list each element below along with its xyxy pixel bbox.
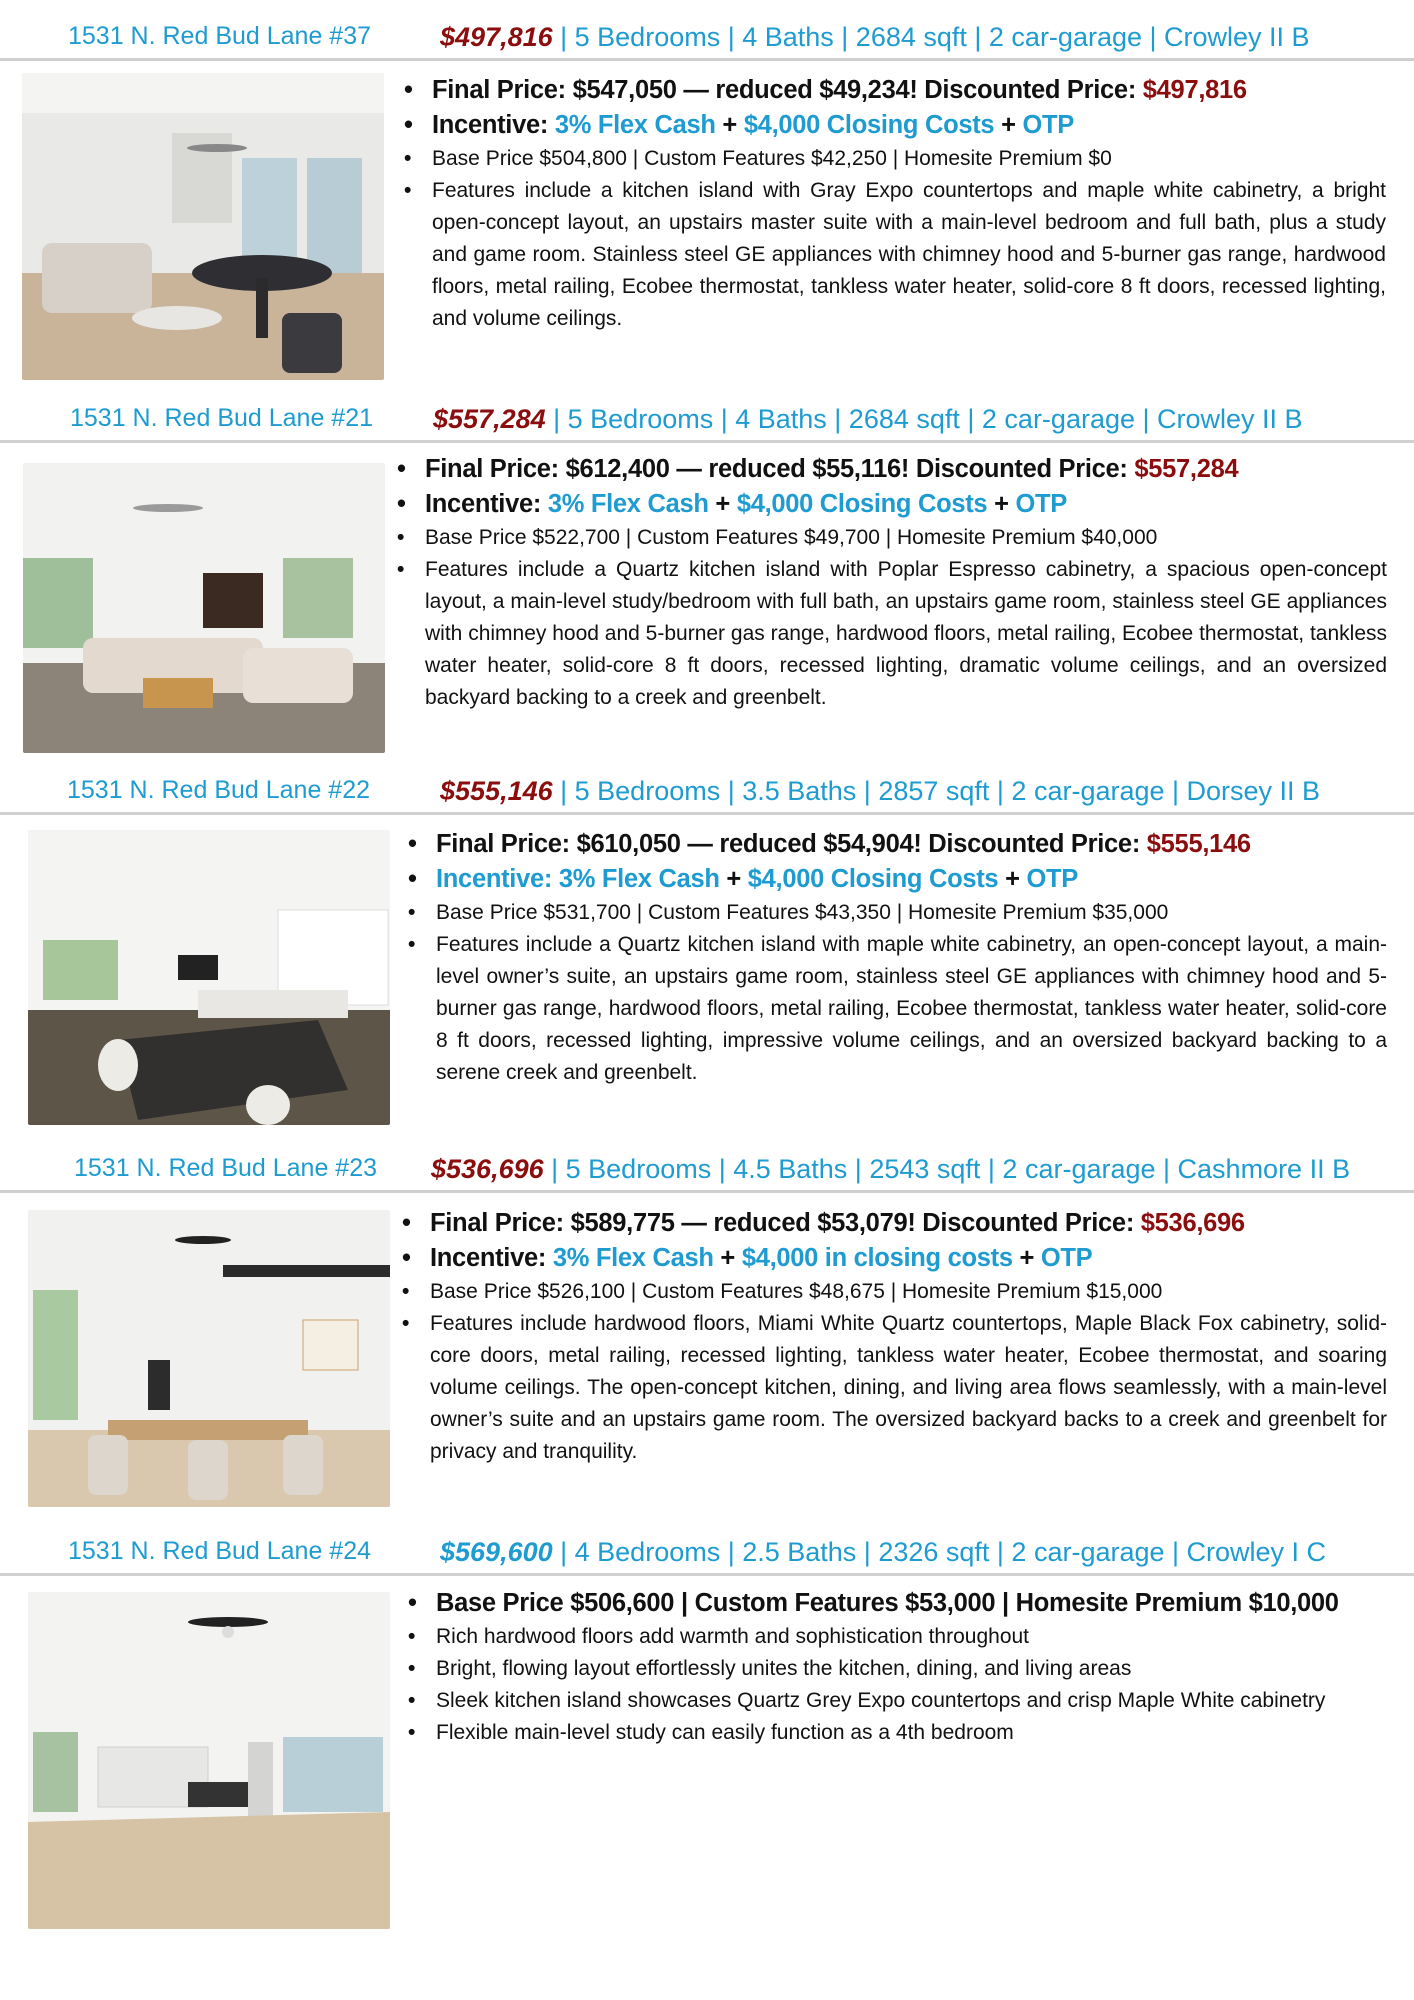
listing-price: $569,600 — [440, 1537, 553, 1567]
listing-photo — [28, 830, 390, 1125]
closing-costs: $4,000 Closing Costs — [743, 111, 995, 139]
listing-spec-text: | 5 Bedrooms | 3.5 Baths | 2857 sqft | 2 car-garage | Dorsey II B — [552, 776, 1321, 806]
feature-bullet: • Rich hardwood floors add warmth and sophistication throughout — [402, 1621, 1392, 1653]
final-price-line — [398, 73, 1386, 108]
plus-sign: + — [987, 490, 1016, 518]
listing-header — [0, 772, 1414, 815]
listing-details — [402, 1587, 1392, 1749]
living-room-image — [23, 463, 385, 753]
features-paragraph: • Features include a Quartz kitchen island with maple white cabinetry, an open-concept layout, a main-level owner’s suite, an upstairs game room, stainless steel GE appliances with chimney hood and 5-burner gas range, hardwood floors, metal railing, Ecobee thermostat, tankless water heater, solid-core 8 ft doors, recessed lighting, impressive volume ceilings, and an oversized backyard backing to a serene creek and greenbelt. — [402, 929, 1387, 1089]
living-room-image — [22, 73, 384, 380]
listing-spec-text: | 5 Bedrooms | 4.5 Baths | 2543 sqft | 2 car-garage | Cashmore II B — [543, 1154, 1351, 1184]
incentive-line — [396, 1241, 1387, 1276]
otp: OTP — [1026, 865, 1079, 893]
plus-sign: + — [1012, 1244, 1041, 1272]
listing-details — [396, 1206, 1387, 1468]
closing-costs: $4,000 Closing Costs — [747, 865, 999, 893]
incentive-label: Incentive: 3% Flex Cash — [436, 865, 720, 893]
listing-details — [398, 73, 1386, 335]
listing-price: $536,696 — [431, 1154, 544, 1184]
incentive-label: Incentive: — [425, 490, 548, 518]
final-price-line — [402, 827, 1387, 862]
listing-photo — [28, 1210, 390, 1507]
flex-cash: 3% Flex Cash — [554, 111, 716, 139]
plus-sign: + — [713, 1244, 742, 1272]
plus-sign: + — [998, 865, 1027, 893]
plus-sign: + — [719, 865, 748, 893]
base-price-line: • Base Price $531,700 | Custom Features $43,350 | Homesite Premium $35,000 — [402, 897, 1387, 929]
listing-address: 1531 N. Red Bud Lane #21 — [70, 404, 374, 432]
kitchen-dining-image — [28, 830, 390, 1125]
listing-details — [391, 452, 1387, 714]
listing-header — [0, 400, 1414, 443]
incentive-label: Incentive: — [430, 1244, 553, 1272]
listing-address: 1531 N. Red Bud Lane #22 — [67, 776, 371, 804]
otp: OTP — [1015, 490, 1068, 518]
final-price-label: Final Price: $547,050 — reduced $49,234! Discounted Price: — [432, 76, 1143, 104]
listing-specs — [440, 1537, 1326, 1568]
otp: OTP — [1022, 111, 1075, 139]
listing-header — [0, 1533, 1414, 1576]
base-price-line: • Base Price $504,800 | Custom Features $42,250 | Homesite Premium $0 — [398, 143, 1386, 175]
listing-price: $497,816 — [440, 22, 553, 52]
listing-photo — [23, 463, 385, 753]
plus-sign: + — [994, 111, 1023, 139]
incentive-label: Incentive: — [432, 111, 555, 139]
final-price-label: Final Price: $610,050 — reduced $54,904! Discounted Price: — [436, 830, 1147, 858]
feature-bullet: • Sleek kitchen island showcases Quartz Grey Expo countertops and crisp Maple White cabinetry — [402, 1685, 1392, 1717]
listing-spec-text: | 5 Bedrooms | 4 Baths | 2684 sqft | 2 car-garage | Crowley II B — [552, 22, 1310, 52]
discounted-price: $497,816 — [1142, 76, 1247, 104]
final-price-label: Final Price: $612,400 — reduced $55,116! Discounted Price: — [425, 455, 1135, 483]
otp: OTP — [1040, 1244, 1093, 1272]
features-paragraph: • Features include hardwood floors, Miami White Quartz countertops, Maple Black Fox cabinetry, solid-core doors, metal railing, recessed lighting, tankless water heater, Ecobee thermostat, and soaring volume ceilings. The open-concept kitchen, dining, and living area flows seamlessly, with a main-level owner’s suite and an upstairs game room. The oversized backyard backs to a creek and greenbelt for privacy and tranquility. — [396, 1308, 1387, 1468]
listing-specs — [431, 1154, 1350, 1185]
closing-costs: $4,000 Closing Costs — [736, 490, 988, 518]
plus-sign: + — [715, 111, 744, 139]
feature-bullet: • Flexible main-level study can easily function as a 4th bedroom — [402, 1717, 1392, 1749]
listing-address: 1531 N. Red Bud Lane #24 — [68, 1537, 372, 1565]
listing-specs — [433, 404, 1303, 435]
discounted-price: $536,696 — [1140, 1209, 1245, 1237]
incentive-line — [402, 862, 1387, 897]
features-paragraph: • Features include a Quartz kitchen island with Poplar Espresso cabinetry, a spacious open-concept layout, a main-level study/bedroom with full bath, an upstairs game room, stainless steel GE appliances with chimney hood and 5-burner gas range, hardwood floors, metal railing, Ecobee thermostat, tankless water heater, solid-core 8 ft doors, recessed lighting, dramatic volume ceilings, and an oversized backyard backing to a creek and greenbelt. — [391, 554, 1387, 714]
listing-spec-text: | 4 Bedrooms | 2.5 Baths | 2326 sqft | 2 car-garage | Crowley I C — [552, 1537, 1327, 1567]
listing-specs — [440, 22, 1310, 53]
listing-address: 1531 N. Red Bud Lane #37 — [68, 22, 372, 50]
feature-bullet: • Bright, flowing layout effortlessly unites the kitchen, dining, and living areas — [402, 1653, 1392, 1685]
open-living-area-image — [28, 1592, 390, 1929]
final-price-line — [396, 1206, 1387, 1241]
listing-address: 1531 N. Red Bud Lane #23 — [74, 1154, 378, 1182]
base-price-line: • Base Price $522,700 | Custom Features $49,700 | Homesite Premium $40,000 — [391, 522, 1387, 554]
listing-details — [402, 827, 1387, 1089]
incentive-line — [398, 108, 1386, 143]
listing-photo — [28, 1592, 390, 1929]
flex-cash: 3% Flex Cash — [547, 490, 709, 518]
plus-sign: + — [708, 490, 737, 518]
incentive-line — [391, 487, 1387, 522]
flex-cash: 3% Flex Cash — [552, 1244, 714, 1272]
features-paragraph: • Features include a kitchen island with Gray Expo countertops and maple white cabinetry, a bright open-concept layout, an upstairs master suite with a main-level bedroom and full bath, plus a study and game room. Stainless steel GE appliances with chimney hood and 5-burner gas range, hardwood floors, metal railing, Ecobee thermostat, tankless water heater, solid-core 8 ft doors, recessed lighting, and volume ceilings. — [398, 175, 1386, 335]
dining-room-image — [28, 1210, 390, 1507]
listing-specs — [440, 776, 1320, 807]
discounted-price: $557,284 — [1134, 455, 1239, 483]
listing-photo — [22, 73, 384, 380]
base-price-line: • Base Price $506,600 | Custom Features $53,000 | Homesite Premium $10,000 — [402, 1587, 1392, 1619]
listing-header — [0, 18, 1414, 61]
final-price-label: Final Price: $589,775 — reduced $53,079! Discounted Price: — [430, 1209, 1141, 1237]
base-price-line: • Base Price $526,100 | Custom Features $48,675 | Homesite Premium $15,000 — [396, 1276, 1387, 1308]
listing-spec-text: | 5 Bedrooms | 4 Baths | 2684 sqft | 2 car-garage | Crowley II B — [545, 404, 1303, 434]
listing-price: $555,146 — [440, 776, 553, 806]
listing-header — [0, 1150, 1414, 1193]
discounted-price: $555,146 — [1146, 830, 1251, 858]
closing-costs: $4,000 in closing costs — [741, 1244, 1013, 1272]
listing-price: $557,284 — [433, 404, 546, 434]
final-price-line — [391, 452, 1387, 487]
